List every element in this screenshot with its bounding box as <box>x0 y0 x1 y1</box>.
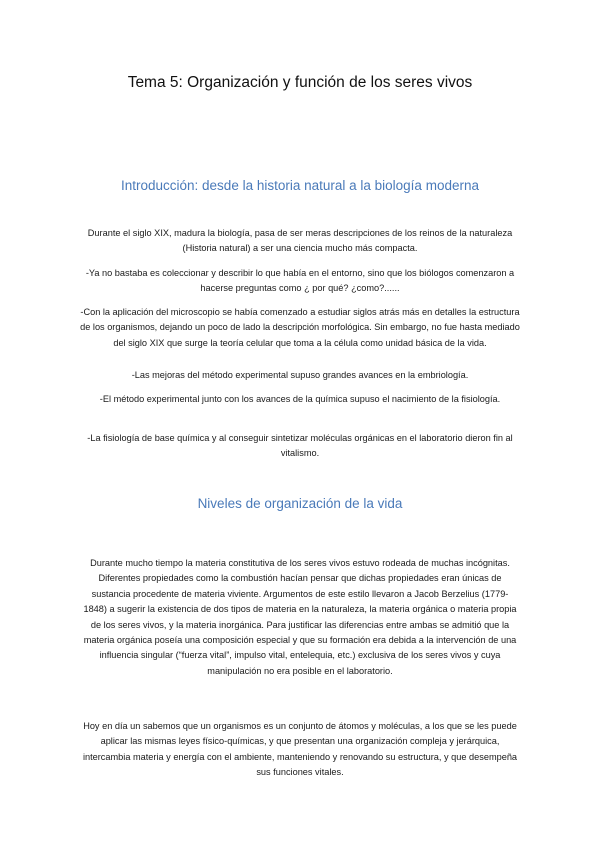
paragraph: Durante el siglo XIX, madura la biología, pasa de ser meras descripciones de los reinos de la naturaleza (Historia natural) a ser una ciencia mucho más compacta. <box>87 228 513 254</box>
paragraph: -La fisiología de base química y al conseguir sintetizar moléculas orgánicas en el laboratorio dieron fin al vitalismo. <box>87 433 513 459</box>
section-heading-niveles: Niveles de organización de la vida <box>197 496 403 511</box>
paragraph: -Con la aplicación del microscopio se había comenzado a estudiar siglos atrás más en detalles la estructura de los organismos, dejando un poco de lado la descripción morfológica. Sin embargo, no fue hasta mediado del siglo XIX que surge la teoría celular que toma a la célula como unidad básica de la vida. <box>80 307 520 348</box>
paragraph: -El método experimental junto con los avances de la química supuso el nacimiento de la fisiología. <box>99 394 501 404</box>
page-title: Tema 5: Organización y función de los seres vivos <box>127 74 473 91</box>
paragraph: Durante mucho tiempo la materia constitutiva de los seres vivos estuvo rodeada de muchas incógnitas. Diferentes propiedades como la combustión hacían pensar que dichas propiedades eran únicas de sustancia procedente de materia viviente. Argumentos de este estilo llevaron a Jacob Berzelius (1779-1848) a sugerir la existencia de dos tipos de materia en la naturaleza, la materia orgánica o materia propia de los seres vivos, y la materia inorgánica. Para justificar las diferencias entre ambas se admitió que la materia orgánica poseía una composición especial y que su formación era debida a la intervención de una influencia singular (“fuerza vital”, impulso vital, entelequia, etc.) exclusiva de los seres vivos y cuya manipulación no era posible en el laboratorio. <box>83 558 517 676</box>
section-heading-introduccion: Introducción: desde la historia natural a la biología moderna <box>121 178 479 193</box>
paragraph: -Las mejoras del método experimental supuso grandes avances en la embriología. <box>131 370 469 380</box>
paragraph: Hoy en día un sabemos que un organismos es un conjunto de átomos y moléculas, a los que se les puede aplicar las mismas leyes físico-químicas, y que presentan una organización compleja y jerárquica, intercambia materia y energía con el ambiente, manteniendo y renovando su estructura, y que desempeña sus funciones vitales. <box>82 721 518 778</box>
paragraph: -Ya no bastaba es coleccionar y describir lo que había en el entorno, sino que los biólogos comenzaron a hacerse preguntas como ¿ por qué? ¿como?...... <box>85 268 515 294</box>
